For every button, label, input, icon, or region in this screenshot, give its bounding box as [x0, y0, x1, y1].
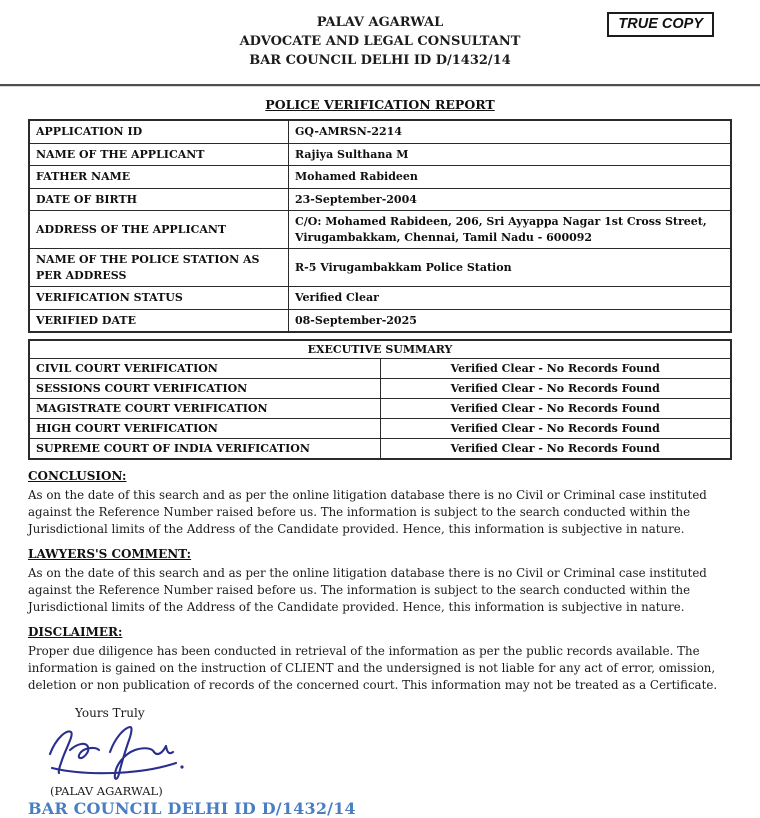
- conclusion-heading: CONCLUSION:: [28, 469, 127, 483]
- detail-value: Verified Clear: [289, 287, 732, 310]
- conclusion-paragraph: As on the date of this search and as per the online litigation database there is no Civil or Criminal case instituted against the Reference Number raised before us. The information is subject to the search conducted within the Jurisdictional limits of the Address of the Candidate provided. Hence, this information is subjective in nature.: [28, 488, 707, 536]
- executive-summary-title: EXECUTIVE SUMMARY: [29, 340, 731, 359]
- signatory-name: (PALAV AGARWAL): [50, 784, 163, 798]
- table-row: [29, 340, 731, 359]
- applicant-details-table: [28, 119, 732, 333]
- true-copy-stamp-label: TRUE COPY: [618, 16, 703, 32]
- table-row: [29, 143, 731, 166]
- table-row: [29, 166, 731, 189]
- signature-icon: [40, 722, 200, 784]
- disclaimer-paragraph: Proper due diligence has been conducted in retrieval of the information as per the public records available. The information is gained on the instruction of CLIENT and the undersigned is not liable for any act of error, omission, deletion or non publication of records of the concerned court. This information may not be treated as a Certificate.: [28, 644, 718, 692]
- executive-summary-table: [28, 339, 732, 460]
- true-copy-stamp: [607, 12, 714, 37]
- detail-label: FATHER NAME: [29, 166, 289, 189]
- detail-label: VERIFICATION STATUS: [29, 287, 289, 310]
- detail-value: 08-September-2025: [289, 309, 732, 332]
- summary-label: MAGISTRATE COURT VERIFICATION: [29, 399, 380, 419]
- header-divider: [0, 84, 760, 87]
- footer-bar-council-id: BAR COUNCIL DELHI ID D/1432/14: [28, 799, 356, 818]
- summary-label: SESSIONS COURT VERIFICATION: [29, 379, 380, 399]
- summary-value: Verified Clear - No Records Found: [380, 379, 731, 399]
- table-row: [29, 399, 731, 419]
- detail-label: NAME OF THE APPLICANT: [29, 143, 289, 166]
- report-title: POLICE VERIFICATION REPORT: [265, 97, 495, 112]
- signature-image: [40, 722, 734, 784]
- lawyers-comment-paragraph: As on the date of this search and as per the online litigation database there is no Civil or Criminal case instituted against the Reference Number raised before us. The information is subject to the search conducted within the Jurisdictional limits of the Address of the Candidate provided. Hence, this information is subjective in nature.: [28, 566, 707, 614]
- summary-label: SUPREME COURT OF INDIA VERIFICATION: [29, 439, 380, 460]
- table-row: [29, 309, 731, 332]
- advocate-name: PALAV AGARWAL: [316, 15, 444, 30]
- detail-label: NAME OF THE POLICE STATION AS PER ADDRESS: [29, 249, 289, 287]
- table-row: [29, 120, 731, 143]
- summary-value: Verified Clear - No Records Found: [380, 399, 731, 419]
- table-row: [29, 188, 731, 211]
- table-row: [29, 359, 731, 379]
- table-row: [29, 439, 731, 460]
- detail-value: 23-September-2004: [289, 188, 732, 211]
- advocate-title: ADVOCATE AND LEGAL CONSULTANT: [239, 34, 521, 49]
- text-sections: [0, 469, 760, 818]
- detail-label: DATE OF BIRTH: [29, 188, 289, 211]
- table-row: [29, 379, 731, 399]
- detail-label: APPLICATION ID: [29, 120, 289, 143]
- table-row: [29, 249, 731, 287]
- disclaimer-heading: DISCLAIMER:: [28, 625, 123, 639]
- detail-value: Rajiya Sulthana M: [289, 143, 732, 166]
- detail-value: C/O: Mohamed Rabideen, 206, Sri Ayyappa Nagar 1st Cross Street, Virugambakkam, Chennai, Tamil Nadu - 600092: [289, 211, 732, 249]
- summary-value: Verified Clear - No Records Found: [380, 359, 731, 379]
- summary-label: CIVIL COURT VERIFICATION: [29, 359, 380, 379]
- table-row: [29, 211, 731, 249]
- summary-label: HIGH COURT VERIFICATION: [29, 419, 380, 439]
- yours-truly-label: Yours Truly: [75, 706, 145, 720]
- summary-value: Verified Clear - No Records Found: [380, 439, 731, 460]
- detail-label: ADDRESS OF THE APPLICANT: [29, 211, 289, 249]
- detail-value: Mohamed Rabideen: [289, 166, 732, 189]
- detail-value: GQ-AMRSN-2214: [289, 120, 732, 143]
- summary-value: Verified Clear - No Records Found: [380, 419, 731, 439]
- detail-label: VERIFIED DATE: [29, 309, 289, 332]
- lawyers-comment-heading: LAWYERS'S COMMENT:: [28, 547, 192, 561]
- table-row: [29, 287, 731, 310]
- detail-value: R-5 Virugambakkam Police Station: [289, 249, 732, 287]
- advocate-bar-id: BAR COUNCIL DELHI ID D/1432/14: [249, 53, 511, 68]
- table-row: [29, 419, 731, 439]
